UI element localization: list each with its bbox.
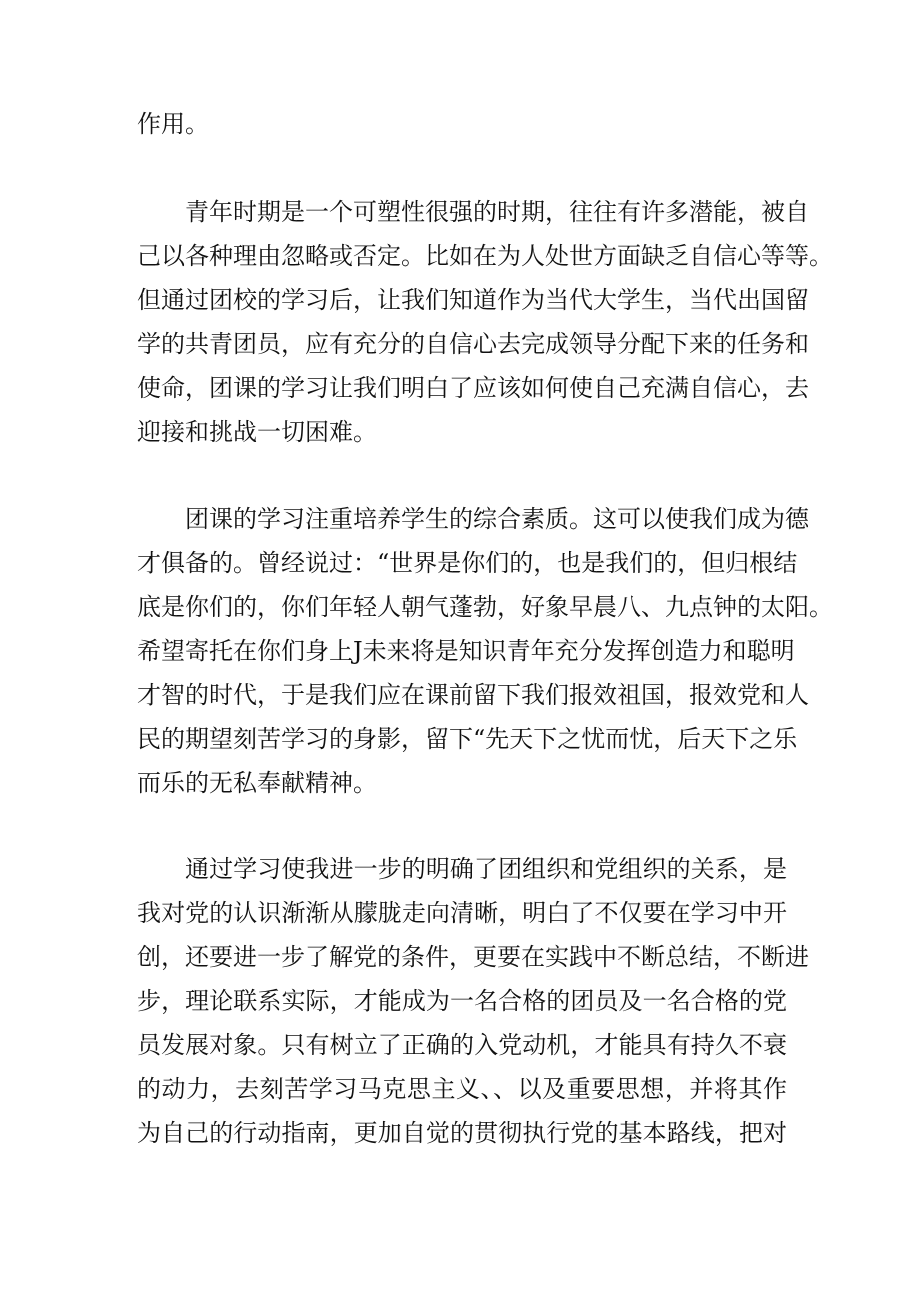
paragraph-line: 而乐的无私奉献精神。 xyxy=(137,769,377,797)
paragraph-line: 才俱备的。曾经说过：“世界是你们的，也是我们的，但归根结 xyxy=(137,549,798,577)
paragraph-line: 为自己的行动指南，更加自觉的贯彻执行党的基本路线，把对 xyxy=(137,1119,787,1147)
paragraph-line: 民的期望刻苦学习的身影，留下“先天下之忧而忧，后天下之乐 xyxy=(137,725,798,753)
paragraph-line: 希望寄托在你们身上J未来将是知识青年充分发挥创造力和聪明 xyxy=(137,637,795,665)
paragraph-line: 作用。 xyxy=(137,110,209,138)
paragraph-line: 学的共青团员，应有充分的自信心去完成领导分配下来的任务和 xyxy=(137,330,809,358)
paragraph-2 xyxy=(137,190,833,454)
paragraph-line: 步，理论联系实际，才能成为一名合格的团员及一名合格的党 xyxy=(137,987,787,1015)
paragraph-line: 的动力，去刻苦学习马克思主义、、以及重要思想，并将其作 xyxy=(137,1075,787,1103)
paragraph-line: 通过学习使我进一步的明确了团组织和党组织的关系，是 xyxy=(185,855,787,883)
paragraph-4 xyxy=(137,847,809,1155)
paragraph-line: 才智的时代，于是我们应在课前留下我们报效祖国，报效党和人 xyxy=(137,681,809,709)
paragraph-line: 己以各种理由忽略或否定。比如在为人处世方面缺乏自信心等等。 xyxy=(137,242,833,270)
paragraph-3 xyxy=(137,497,833,805)
paragraph-line: 使命，团课的学习让我们明白了应该如何使自己充满自信心，去 xyxy=(137,374,809,402)
paragraph-line: 底是你们的，你们年轻人朝气蓬勃，好象早晨八、九点钟的太阳。 xyxy=(137,593,833,621)
paragraph-1 xyxy=(137,102,787,146)
paragraph-line: 迎接和挑战一切困难。 xyxy=(137,418,377,446)
paragraph-line: 青年时期是一个可塑性很强的时期，往往有许多潜能，被自 xyxy=(185,198,809,226)
paragraph-line: 团课的学习注重培养学生的综合素质。这可以使我们成为德 xyxy=(185,505,809,533)
paragraph-line: 但通过团校的学习后，让我们知道作为当代大学生，当代出国留 xyxy=(137,286,809,314)
paragraph-line: 创，还要进一步了解党的条件，更要在实践中不断总结，不断进 xyxy=(137,943,809,971)
paragraph-line: 员发展对象。只有树立了正确的入党动机，才能具有持久不衰 xyxy=(137,1031,787,1059)
paragraph-line: 我对党的认识渐渐从朦胧走向清晰，明白了不仅要在学习中开 xyxy=(137,899,787,927)
